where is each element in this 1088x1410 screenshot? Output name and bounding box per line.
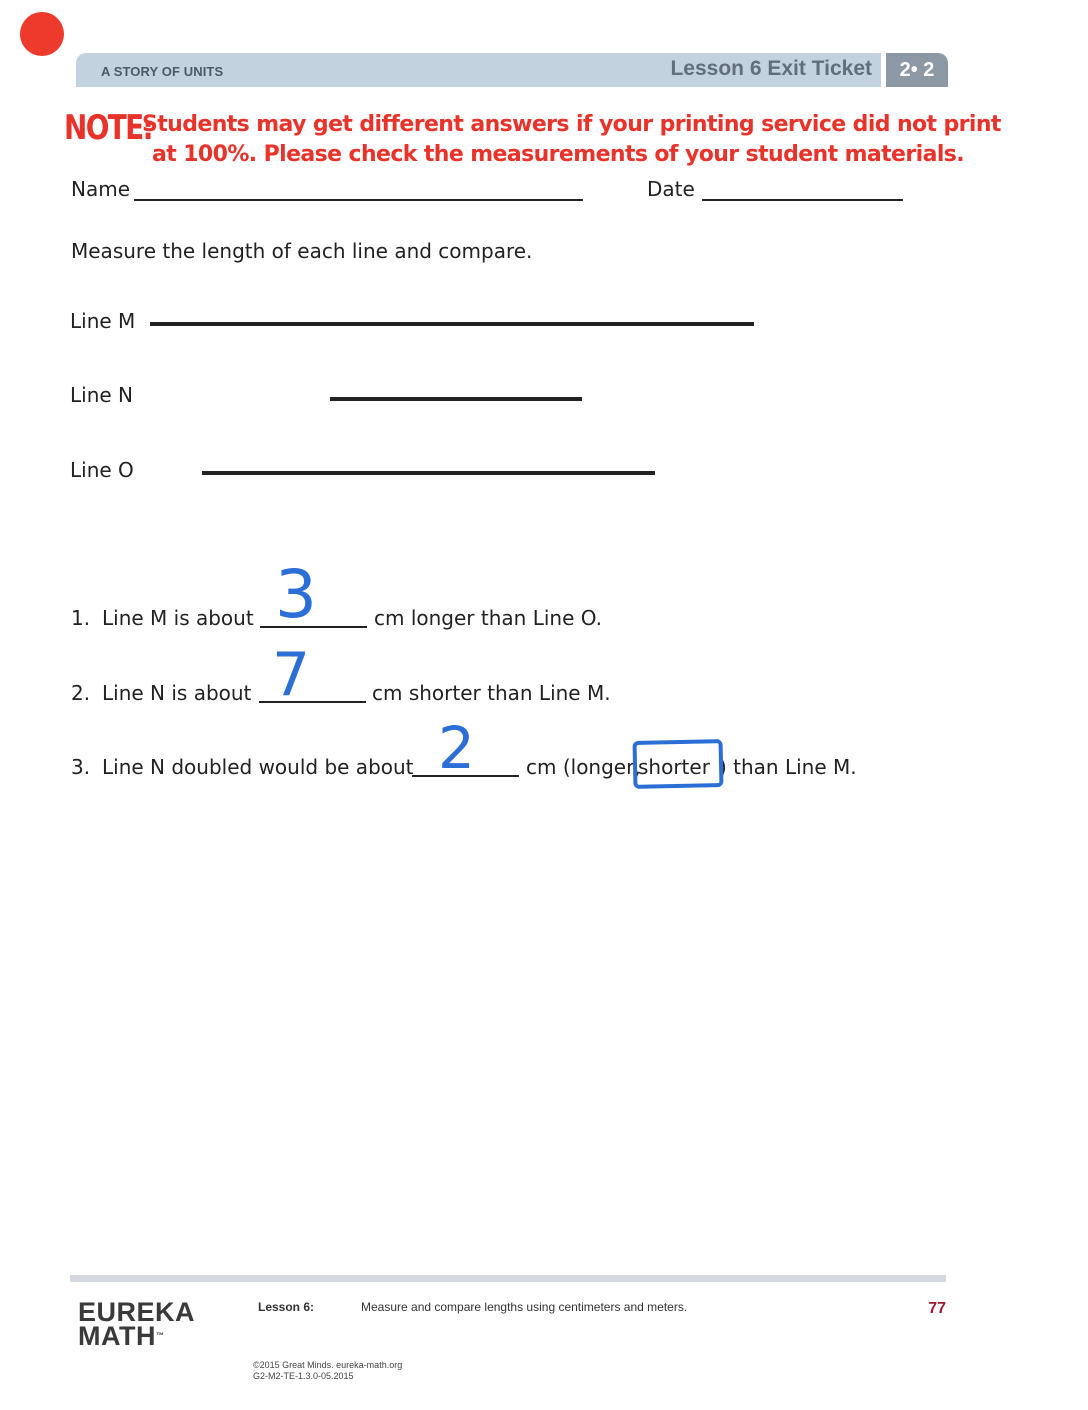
line-m-label: Line M: [70, 309, 136, 333]
series-title: A STORY OF UNITS: [101, 64, 224, 79]
note-label: NOTE:: [64, 108, 153, 148]
question-2-answer: 7: [272, 640, 311, 710]
question-2-text-post: cm shorter than Line M.: [372, 681, 611, 705]
red-dot-marker: [20, 12, 64, 56]
question-1-text-pre: Line M is about: [102, 606, 254, 630]
logo-line-1: EUREKA: [78, 1297, 196, 1327]
question-2-text-pre: Line N is about: [102, 681, 252, 705]
question-3-number: 3.: [71, 755, 91, 779]
question-3-text-post-a: cm (longer,: [526, 755, 641, 779]
line-o-label: Line O: [70, 458, 134, 482]
date-label: Date: [647, 177, 695, 201]
question-3-answer: 2: [438, 714, 475, 782]
note-text-line-1: Students may get different answers if your printing service did not print: [142, 112, 1001, 137]
name-field[interactable]: [134, 199, 583, 201]
question-1-text-post: cm longer than Line O.: [374, 606, 603, 630]
note-text-line-2: at 100%. Please check the measurements of your student materials.: [152, 142, 965, 167]
answer-selection-box: [633, 739, 724, 789]
date-field[interactable]: [702, 199, 903, 201]
line-o: [202, 471, 655, 475]
line-m: [150, 322, 754, 326]
question-1-number: 1.: [71, 606, 91, 630]
document-code: G2-M2-TE-1.3.0-05.2015: [253, 1371, 354, 1381]
question-3-text-post-b: ) than Line M.: [719, 755, 857, 779]
footer-lesson-label: Lesson 6:: [258, 1300, 315, 1314]
logo-line-2: MATH™: [78, 1321, 165, 1351]
question-1-answer: 3: [275, 556, 317, 633]
instructions: Measure the length of each line and compare.: [71, 239, 533, 263]
eureka-math-logo: [78, 1297, 196, 1351]
page-number: 77: [928, 1300, 946, 1317]
line-n-label: Line N: [70, 383, 133, 407]
footer-divider: [70, 1275, 946, 1282]
line-n: [330, 397, 582, 401]
footer-lesson-description: Measure and compare lengths using centimeters and meters.: [361, 1300, 688, 1314]
copyright: ©2015 Great Minds. eureka-math.org: [253, 1360, 403, 1370]
question-3-text-pre: Line N doubled would be about: [102, 755, 414, 779]
lesson-title: Lesson 6 Exit Ticket: [670, 57, 872, 80]
question-3-choice-shorter[interactable]: shorter: [638, 755, 710, 779]
question-2-number: 2.: [71, 681, 91, 705]
grade-module-badge: 2• 2: [886, 53, 948, 87]
name-label: Name: [71, 177, 131, 201]
